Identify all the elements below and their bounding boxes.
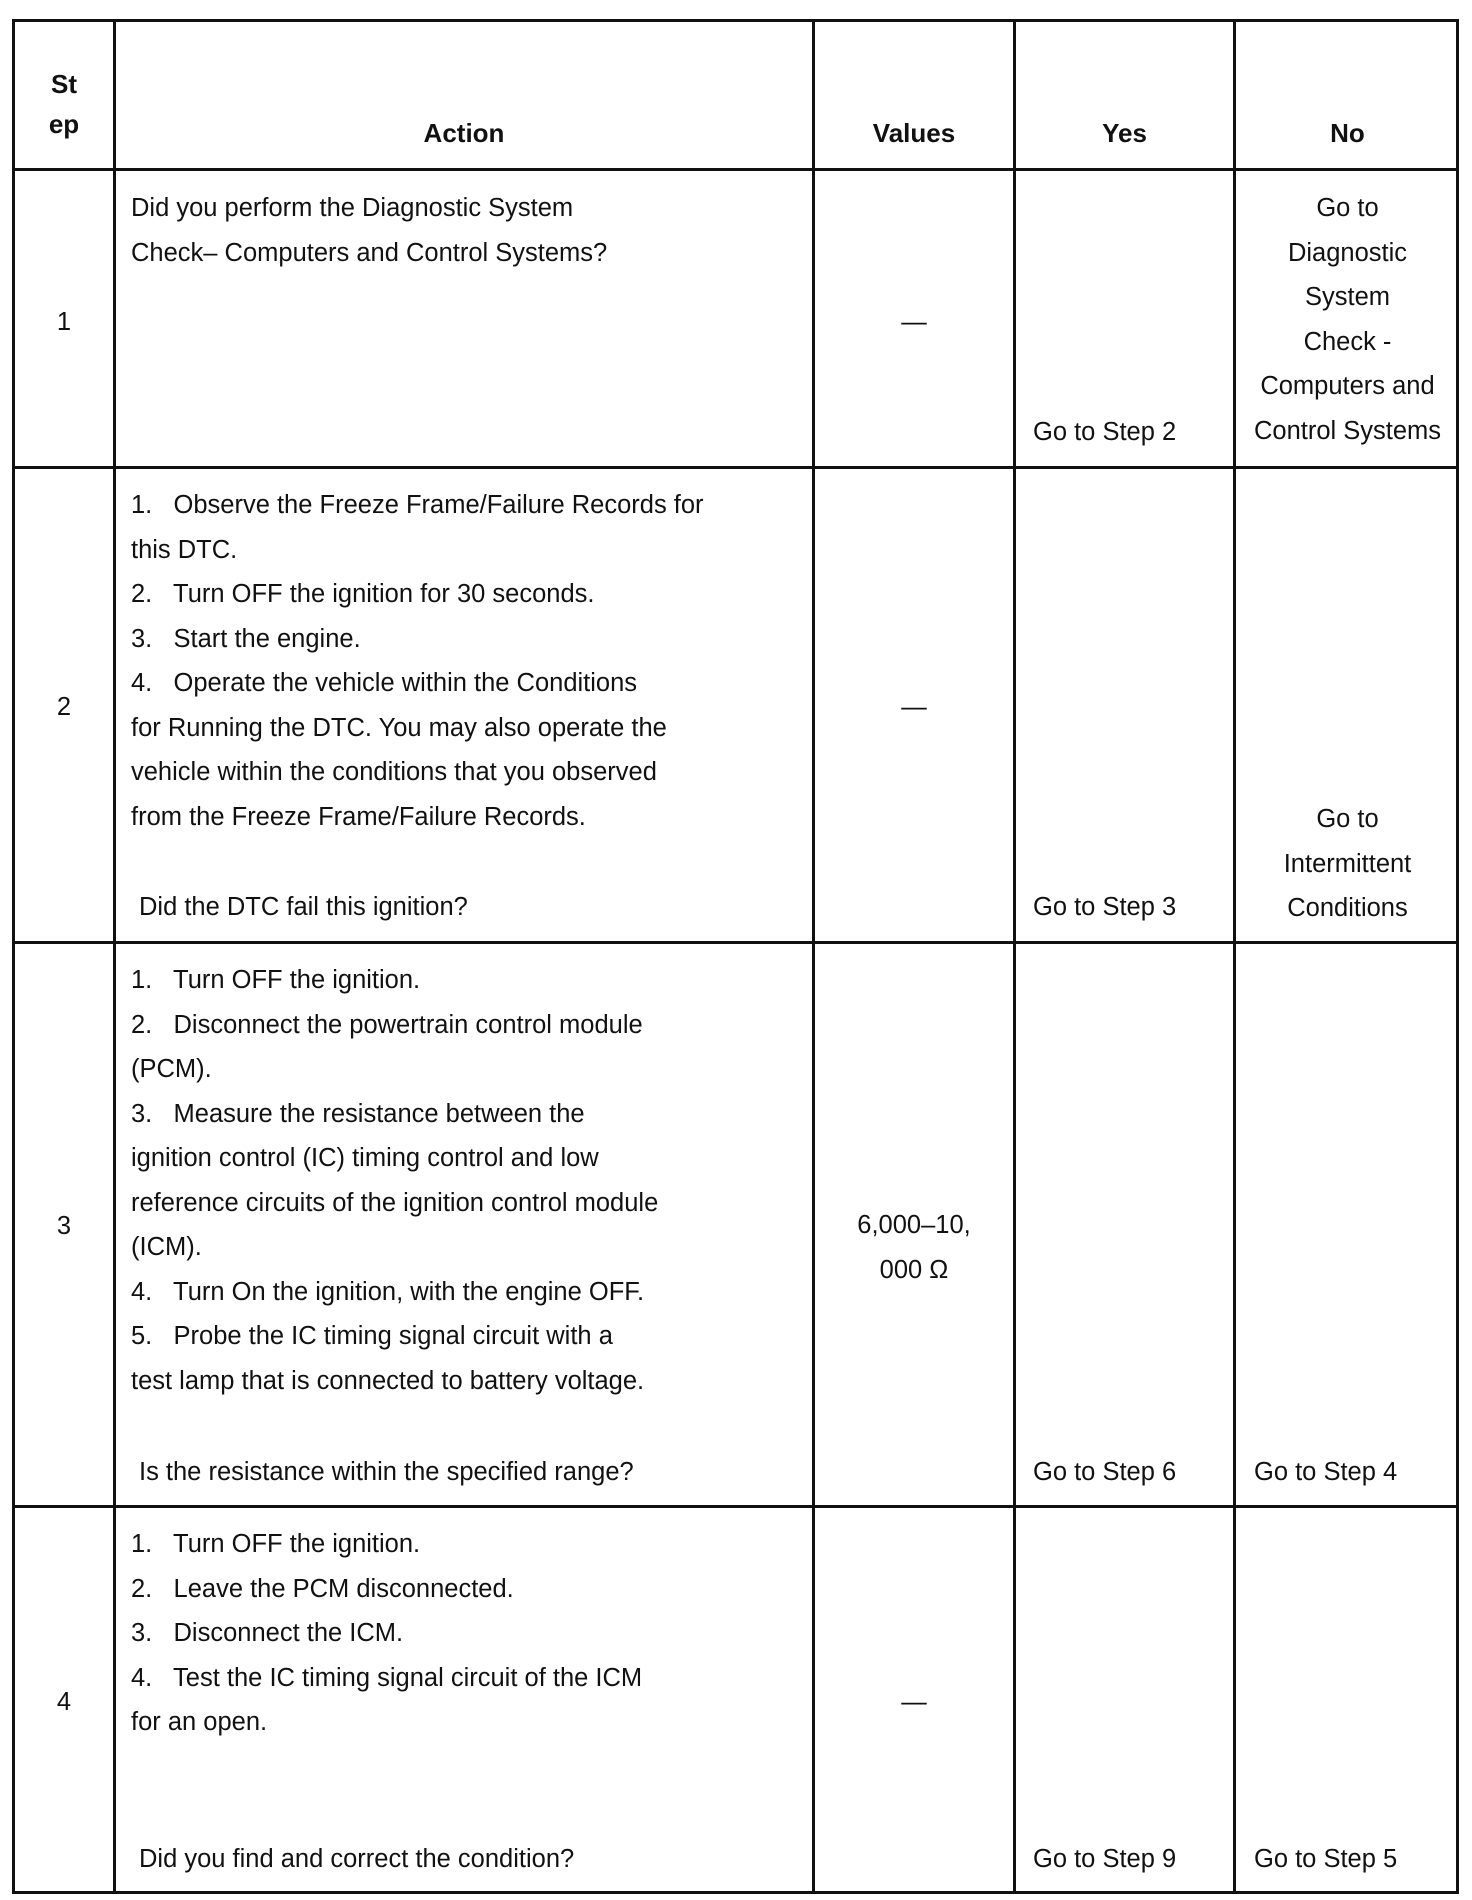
header-yes: Yes	[1102, 118, 1147, 148]
header-action: Action	[423, 118, 505, 148]
header-no: No	[1330, 118, 1365, 148]
value-text: —	[901, 308, 927, 336]
no-link[interactable]: Go to Step 4	[1254, 1458, 1398, 1486]
yes-link[interactable]: Go to Step 9	[1033, 1845, 1177, 1873]
yes-link[interactable]: Go to Step 3	[1033, 893, 1177, 921]
value-text: —	[901, 1688, 927, 1716]
no-link[interactable]: Go to Diagnostic System Check - Computers and Control Systems	[1253, 194, 1442, 445]
step-number: 4	[56, 1688, 72, 1716]
col-divider	[113, 22, 116, 1891]
header-values: Values	[872, 118, 956, 148]
row-divider	[15, 168, 1456, 171]
step-number: 2	[56, 693, 72, 721]
row-divider	[15, 1505, 1456, 1508]
diagnostic-table	[12, 19, 1459, 1894]
value-text: —	[901, 693, 927, 721]
header-step: St ep	[48, 69, 80, 139]
action-text: Did you perform the Diagnostic System Check– Computers and Control Systems?	[131, 194, 608, 267]
row-divider	[15, 941, 1456, 944]
action-text: 1. Turn OFF the ignition. 2. Leave the PCM disconnected. 3. Disconnect the ICM. 4. Test the IC timing signal circuit of the ICM for an open.	[131, 1530, 643, 1736]
no-link[interactable]: Go to Step 5	[1254, 1845, 1398, 1873]
action-text: 1. Turn OFF the ignition. 2. Disconnect the powertrain control module (PCM). 3. Measure the resistance between the ignition control (IC) timing control and low reference circuits of the ignition control module (ICM). 4. Turn On the ignition, with the engine OFF. 5. Probe the IC timing signal circuit with a test lamp that is connected to battery voltage.	[131, 966, 659, 1395]
col-divider	[1013, 22, 1016, 1891]
row-divider	[15, 466, 1456, 469]
action-text: 1. Observe the Freeze Frame/Failure Records for this DTC. 2. Turn OFF the ignition for 30 seconds. 3. Start the engine. 4. Operate the vehicle within the Conditions for Running the DTC. You may also operate the vehicle within the conditions that you observed from the Freeze Frame/Failure Records.	[131, 491, 704, 831]
question-text: Did you find and correct the condition?	[139, 1845, 575, 1873]
value-text: 6,000–10, 000 Ω	[857, 1211, 971, 1284]
question-text: Did the DTC fail this ignition?	[139, 893, 468, 921]
no-link[interactable]: Go to Intermittent Conditions	[1283, 805, 1412, 922]
yes-link[interactable]: Go to Step 2	[1033, 418, 1177, 446]
step-number: 3	[56, 1212, 72, 1240]
question-text: Is the resistance within the specified range?	[139, 1458, 634, 1486]
step-number: 1	[56, 308, 72, 336]
yes-link[interactable]: Go to Step 6	[1033, 1458, 1177, 1486]
